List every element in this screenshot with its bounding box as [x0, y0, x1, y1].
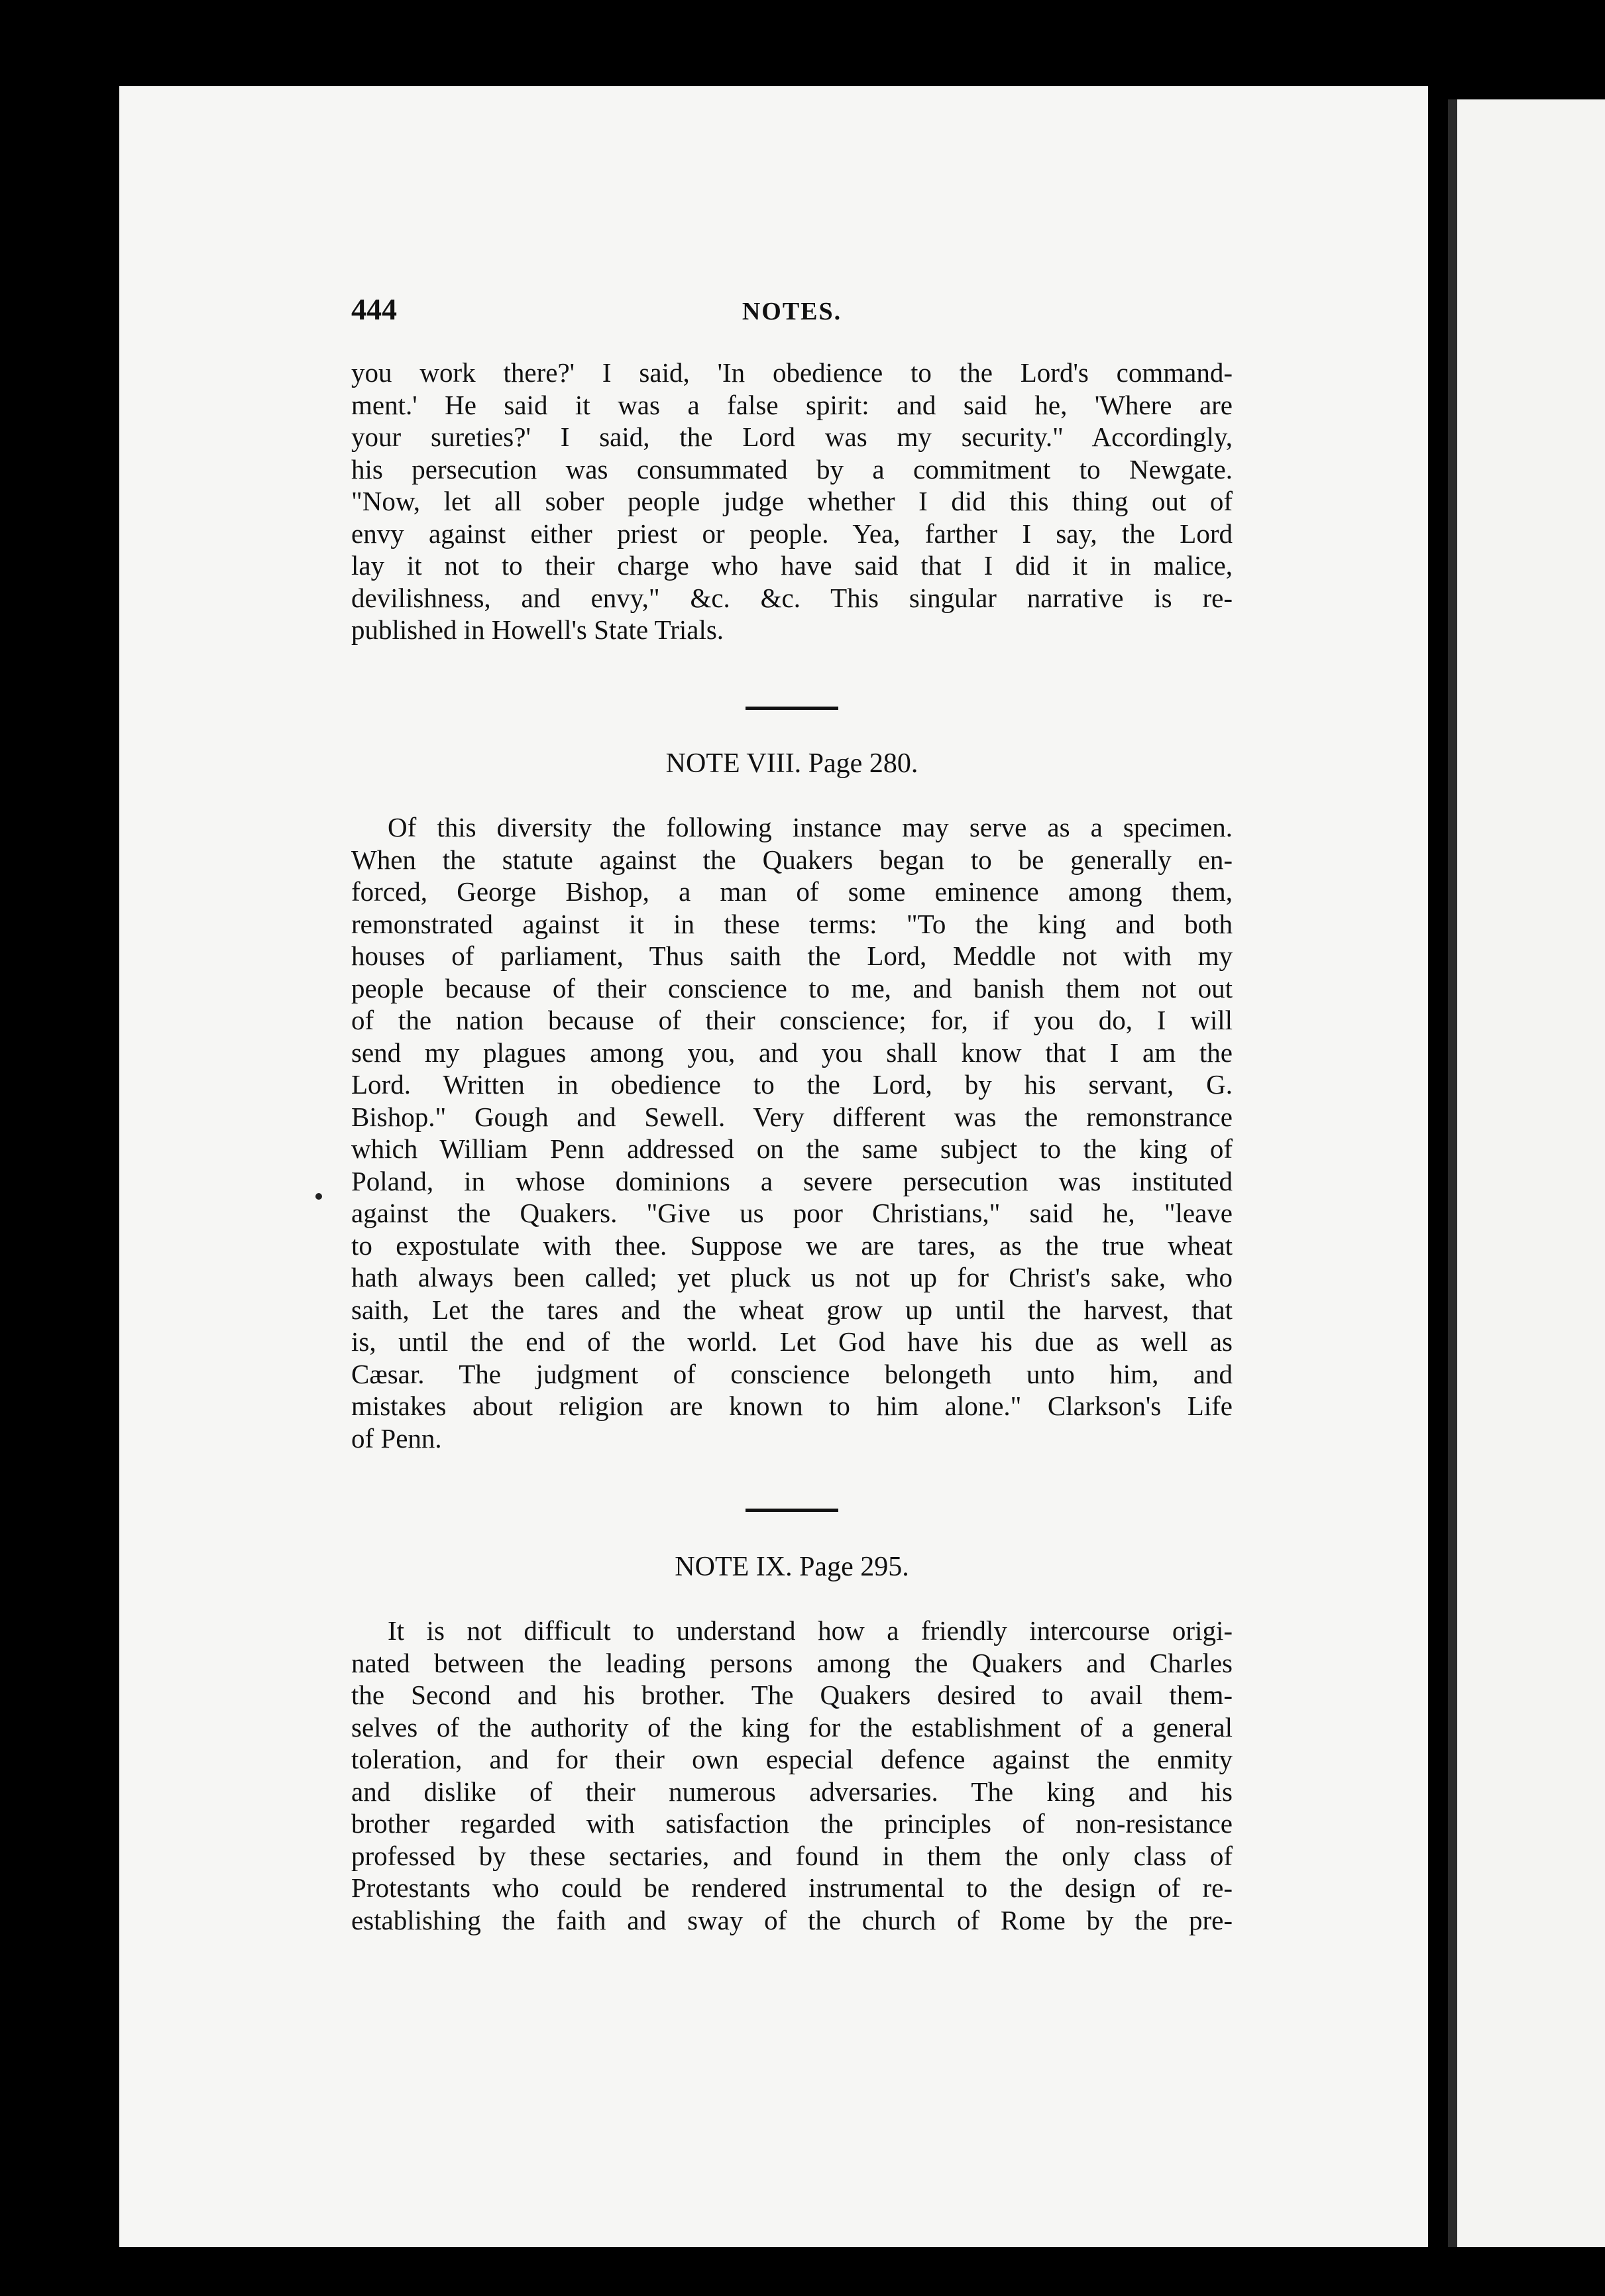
text-line: Bishop." Gough and Sewell. Very different was the remonstrance: [351, 1101, 1233, 1132]
text-line: selves of the authority of the king for the establishment of a general: [351, 1711, 1233, 1743]
note-viii-paragraph: [351, 811, 1233, 1454]
text-line: send my plagues among you, and you shall know that I am the: [351, 1037, 1233, 1068]
text-line: Of this diversity the following instance may serve as a specimen.: [388, 812, 1233, 842]
text-line: your sureties?' I said, the Lord was my security." Accordingly,: [351, 422, 1233, 452]
text-line: establishing the faith and sway of the church of Rome by the pre-: [351, 1904, 1233, 1935]
text-line: against the Quakers. "Give us poor Christians," said he, "leave: [351, 1198, 1233, 1228]
text-line: Lord. Written in obedience to the Lord, by his servant, G.: [351, 1069, 1233, 1100]
text-line: his persecution was consummated by a commitment to Newgate.: [351, 453, 1233, 485]
continued-paragraph: [351, 357, 1233, 646]
text-line: mistakes about religion are known to him alone." Clarkson's Life: [351, 1391, 1233, 1421]
note-ix-heading: NOTE IX. Page 295.: [675, 1552, 909, 1582]
text-line: lay it not to their charge who have said that I did it in malice,: [351, 550, 1233, 581]
text-line: ment.' He said it was a false spirit: and said he, 'Where are: [351, 389, 1233, 420]
text-line: brother regarded with satisfaction the principles of non-resistance: [351, 1808, 1233, 1839]
text-line: Cæsar. The judgment of conscience belongeth unto him, and: [351, 1358, 1233, 1389]
next-page-edge: [1448, 99, 1605, 2247]
text-line: toleration, and for their own especial defence against the enmity: [351, 1744, 1233, 1774]
text-line: When the statute against the Quakers began to be generally en-: [351, 844, 1233, 875]
running-head: NOTES.: [742, 298, 842, 325]
text-line: remonstrated against it in these terms: "To the king and both: [351, 908, 1233, 939]
text-line: Poland, in whose dominions a severe persecution was instituted: [351, 1165, 1233, 1196]
page-gutter: [1448, 99, 1457, 2247]
text-line: saith, Let the tares and the wheat grow up until the harvest, that: [351, 1294, 1233, 1325]
page-header: [351, 292, 1233, 338]
text-line: hath always been called; yet pluck us not up for Christ's sake, who: [351, 1262, 1233, 1292]
note-viii-heading: NOTE VIII. Page 280.: [665, 748, 918, 779]
note-ix-paragraph: [351, 1615, 1233, 1936]
ink-speck: [315, 1193, 322, 1200]
text-line: nated between the leading persons among the Quakers and Charles: [351, 1647, 1233, 1678]
text-line: envy against either priest or people. Yea, farther I say, the Lord: [351, 518, 1233, 549]
text-line: which William Penn addressed on the same subject to the king of: [351, 1133, 1233, 1164]
text-line: forced, George Bishop, a man of some eminence among them,: [351, 876, 1233, 907]
text-line: houses of parliament, Thus saith the Lord, Meddle not with my: [351, 941, 1233, 971]
text-line: of Penn.: [351, 1422, 442, 1454]
text-line: to expostulate with thee. Suppose we are tares, as the true wheat: [351, 1230, 1233, 1261]
text-line: and dislike of their numerous adversaries. The king and his: [351, 1776, 1233, 1807]
text-line: Protestants who could be rendered instrumental to the design of re-: [351, 1872, 1233, 1903]
text-line: "Now, let all sober people judge whether I did this thing out of: [351, 486, 1233, 516]
text-line: It is not difficult to understand how a friendly intercourse origi-: [388, 1615, 1233, 1646]
text-line: you work there?' I said, 'In obedience to the Lord's command-: [351, 357, 1233, 388]
text-line: is, until the end of the world. Let God have his due as well as: [351, 1326, 1233, 1357]
text-line: the Second and his brother. The Quakers desired to avail them-: [351, 1680, 1233, 1710]
section-rule: [746, 707, 838, 710]
page-number: 444: [351, 292, 397, 326]
text-line: professed by these sectaries, and found in them the only class of: [351, 1840, 1233, 1871]
text-line: people because of their conscience to me, and banish them not out: [351, 972, 1233, 1004]
text-line: published in Howell's State Trials.: [351, 614, 724, 645]
text-line: of the nation because of their conscience; for, if you do, I will: [351, 1005, 1233, 1035]
section-rule: [746, 1509, 838, 1512]
text-line: devilishness, and envy," &c. &c. This singular narrative is re-: [351, 582, 1233, 613]
